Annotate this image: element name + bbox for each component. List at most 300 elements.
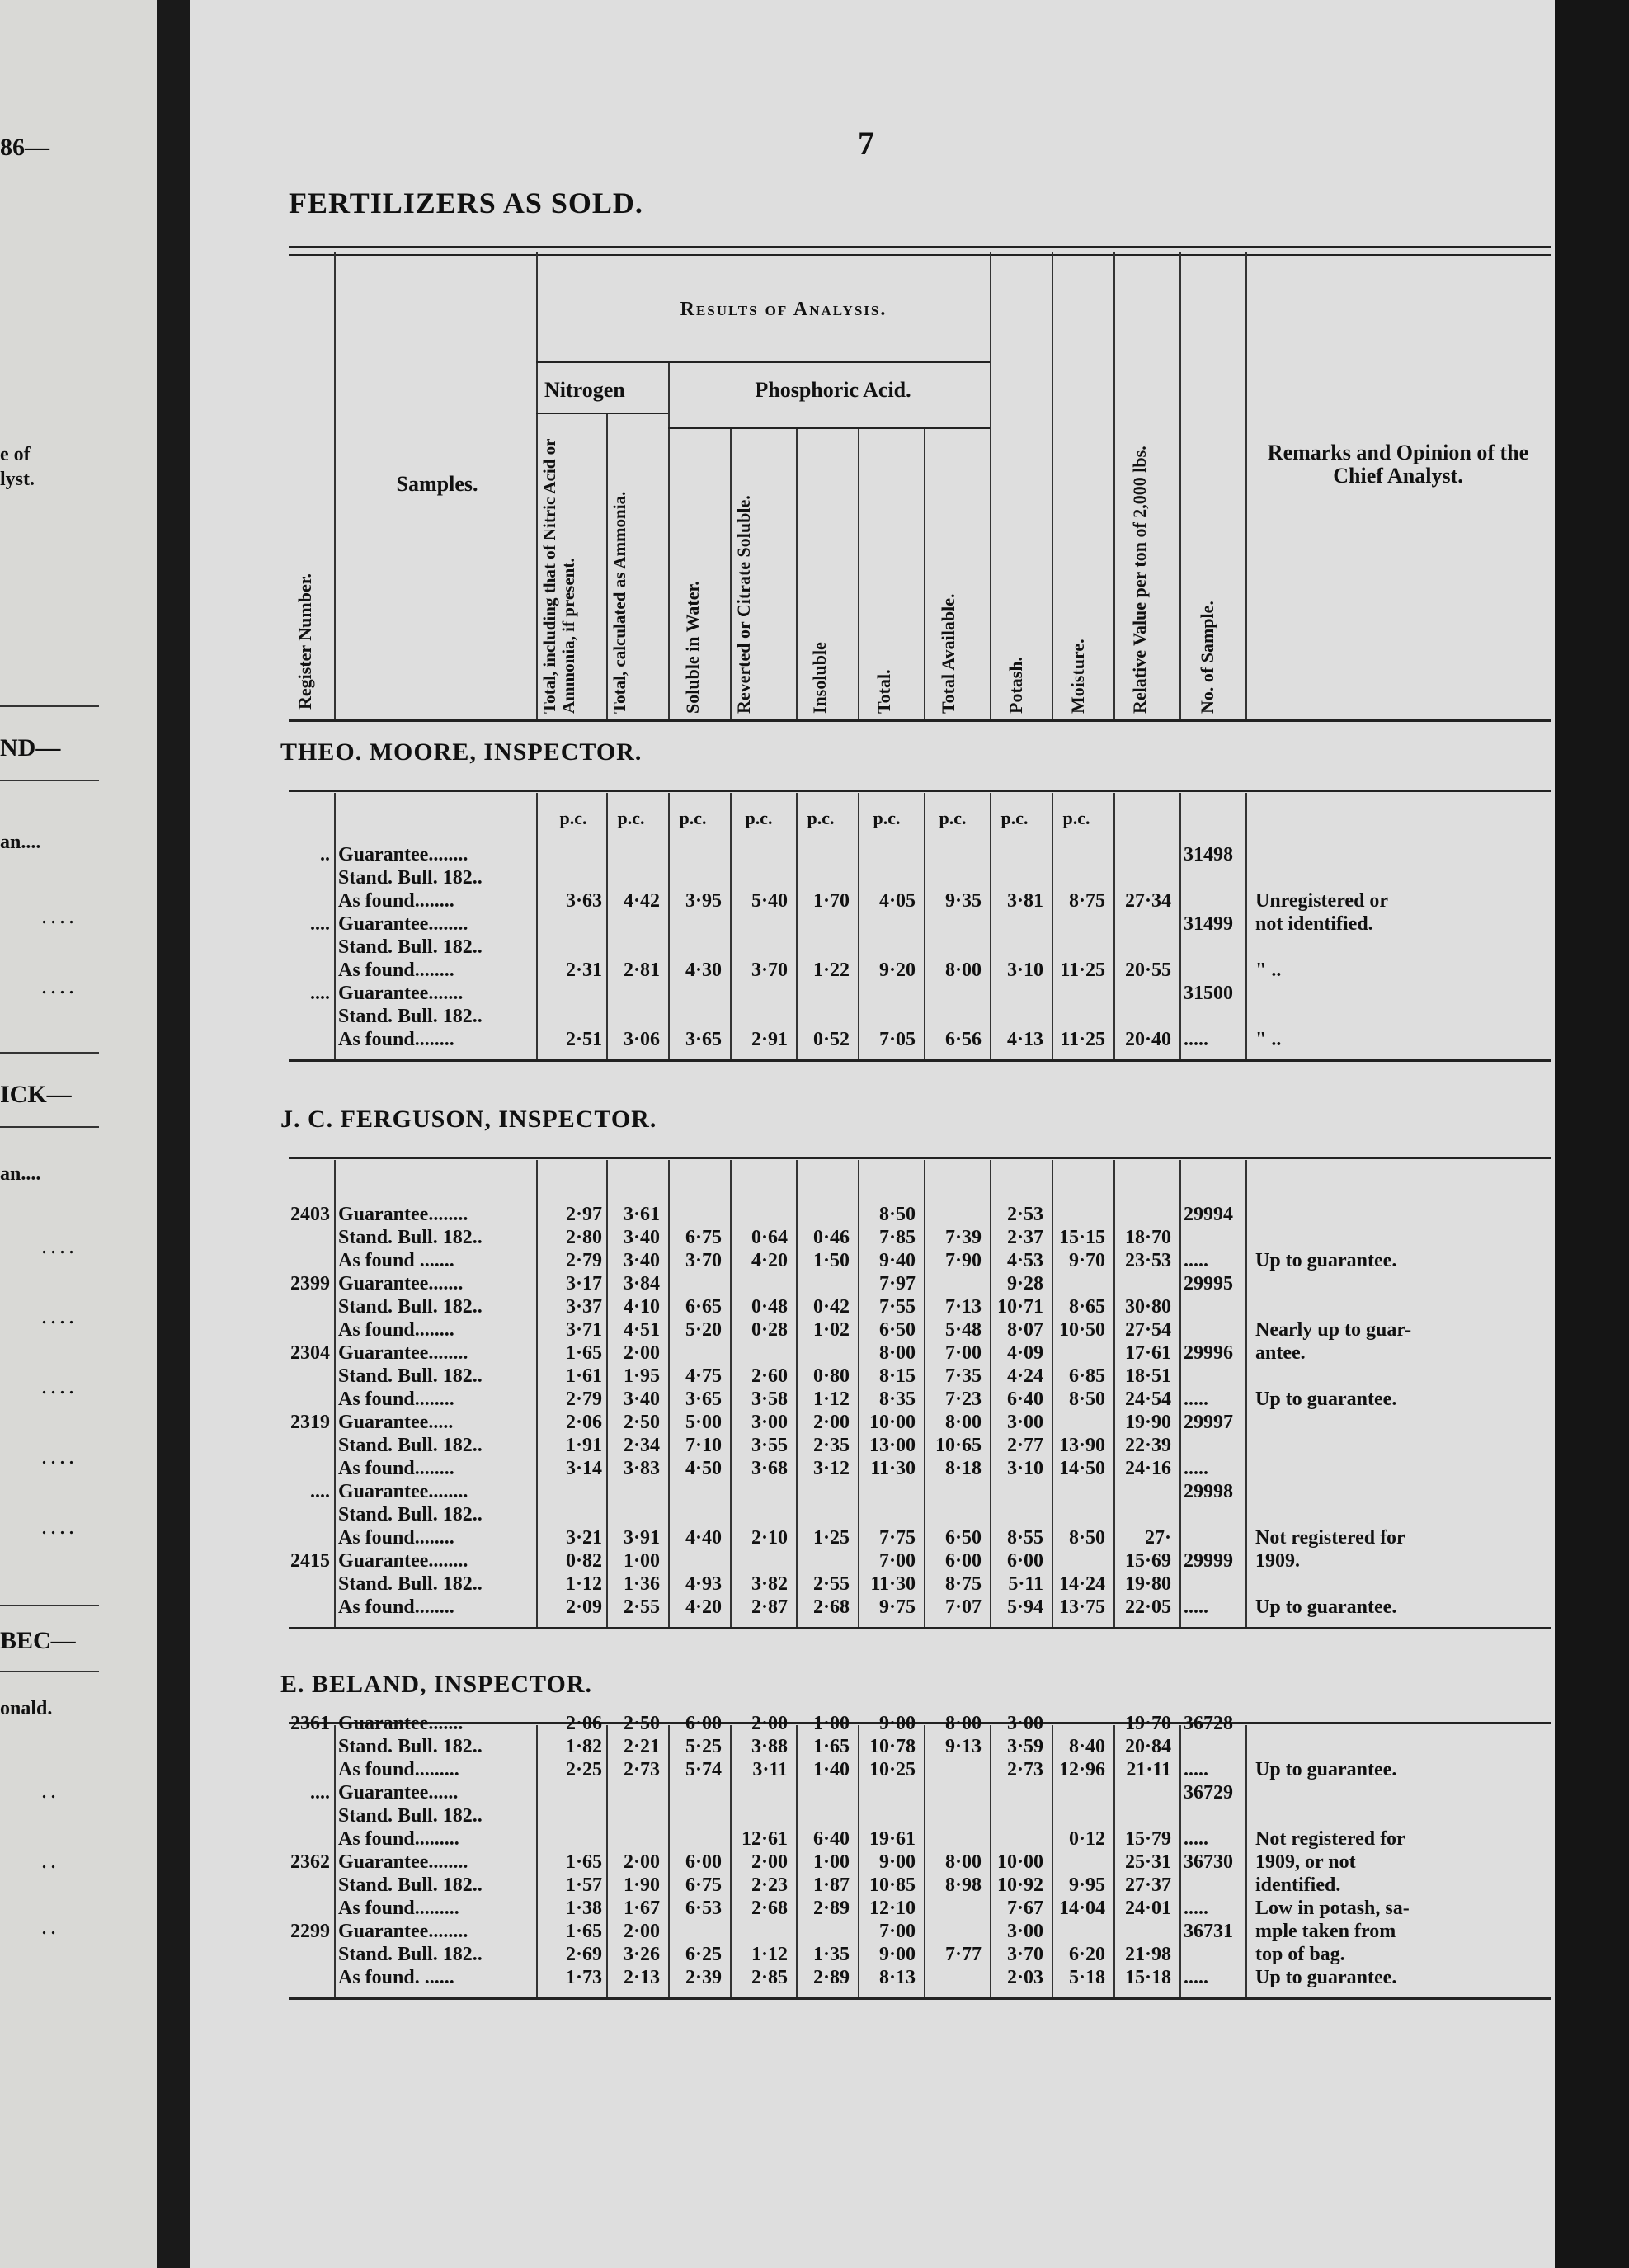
analysis-value: 8·18: [944, 1458, 982, 1479]
sample-label: As found........: [338, 1029, 454, 1050]
analysis-value: 11·30: [870, 1573, 916, 1595]
analysis-value: 19·61: [869, 1828, 916, 1850]
analysis-value: 1·50: [812, 1250, 850, 1271]
analysis-value: 9·35: [944, 890, 982, 912]
remark: mple taken from: [1255, 1921, 1396, 1942]
results-header: Results of Analysis.: [680, 299, 887, 320]
analysis-value: 11·25: [1060, 960, 1105, 981]
sample-label: Guarantee......: [338, 1782, 459, 1804]
unit-label: p.c.: [559, 808, 587, 828]
sample-label: Guarantee.......: [338, 1713, 464, 1734]
analysis-value: 3·59: [1006, 1736, 1043, 1757]
register-number: ....: [310, 913, 330, 935]
analysis-value: 2·89: [812, 1898, 850, 1919]
analysis-value: 9·00: [878, 1944, 916, 1965]
analysis-value: 6·53: [685, 1898, 722, 1919]
analysis-value: 0·64: [751, 1227, 788, 1248]
analysis-value: 4·05: [878, 890, 916, 912]
analysis-value: 6·50: [878, 1319, 916, 1341]
analysis-value: 5·25: [685, 1736, 722, 1757]
analysis-value: 7·35: [944, 1365, 982, 1387]
register-number: 2415: [290, 1550, 330, 1572]
analysis-value: 3·71: [565, 1319, 602, 1341]
analysis-value: 3·65: [685, 1029, 722, 1050]
inspector-heading: E. BELAND, INSPECTOR.: [280, 1671, 593, 1698]
analysis-value: 8·13: [878, 1967, 916, 1988]
analysis-value: 7·67: [1006, 1898, 1043, 1919]
analysis-value: 1·02: [812, 1319, 850, 1341]
analysis-value: 3·82: [751, 1573, 788, 1595]
analysis-value: 4·42: [623, 890, 660, 912]
sample-label: Guarantee.......: [338, 983, 464, 1004]
analysis-value: 2·85: [751, 1967, 788, 1988]
phosphoric-header: Phosphoric Acid.: [755, 378, 911, 402]
sample-label: Guarantee........: [338, 1851, 468, 1873]
analysis-value: 2·31: [565, 960, 602, 981]
remark: antee.: [1255, 1342, 1306, 1364]
analysis-value: 3·37: [565, 1296, 602, 1318]
sample-number: 29999: [1184, 1550, 1233, 1572]
analysis-value: 30·80: [1124, 1296, 1171, 1318]
analysis-value: 7·39: [944, 1227, 982, 1248]
analysis-value: 3·17: [565, 1273, 602, 1294]
analysis-value: 3·63: [565, 890, 602, 912]
analysis-value: 1·12: [565, 1573, 602, 1595]
analysis-value: 19·70: [1124, 1713, 1171, 1734]
analysis-value: 1·65: [565, 1342, 602, 1364]
analysis-value: 4·93: [685, 1573, 722, 1595]
register-number: 2403: [290, 1204, 330, 1225]
analysis-value: 1·67: [623, 1898, 660, 1919]
analysis-value: 2·79: [565, 1250, 602, 1271]
analysis-value: 9·00: [878, 1851, 916, 1873]
sample-number: 31498: [1184, 844, 1233, 865]
analysis-value: 3·26: [623, 1944, 660, 1965]
analysis-value: 2·97: [565, 1204, 602, 1225]
sample-label: As found........: [338, 1527, 454, 1549]
analysis-value: 5·11: [1008, 1573, 1043, 1595]
analysis-value: 2·06: [565, 1412, 602, 1433]
analysis-value: 2·21: [623, 1736, 660, 1757]
analysis-value: 8·40: [1068, 1736, 1105, 1757]
analysis-value: 2·81: [623, 960, 660, 981]
sample-label: As found........: [338, 1458, 454, 1479]
sample-label: As found.........: [338, 1828, 459, 1850]
analysis-value: 1·70: [812, 890, 850, 912]
analysis-value: 1·38: [565, 1898, 602, 1919]
sample-label: As found.........: [338, 1759, 459, 1780]
analysis-value: 7·55: [878, 1296, 916, 1318]
sample-label: Stand. Bull. 182..: [338, 1805, 483, 1827]
sample-label: Guarantee........: [338, 913, 468, 935]
analysis-value: 6·00: [944, 1550, 982, 1572]
analysis-value: 8·00: [944, 1713, 982, 1734]
analysis-value: 14·24: [1058, 1573, 1105, 1595]
sample-label: Stand. Bull. 182..: [338, 1573, 483, 1595]
sample-label: Stand. Bull. 182..: [338, 867, 483, 889]
analysis-value: 3·88: [751, 1736, 788, 1757]
analysis-value: 10·50: [1058, 1319, 1105, 1341]
analysis-value: 3·65: [685, 1389, 722, 1410]
analysis-value: 27·54: [1124, 1319, 1171, 1341]
sample-label: Stand. Bull. 182..: [338, 1296, 483, 1318]
analysis-value: 4·24: [1006, 1365, 1043, 1387]
analysis-value: 12·61: [741, 1828, 788, 1850]
sample-label: Stand. Bull. 182..: [338, 1365, 483, 1387]
sample-number: 29996: [1184, 1342, 1233, 1364]
analysis-value: 9·28: [1006, 1273, 1043, 1294]
sample-label: As found........: [338, 1596, 454, 1618]
sample-label: Stand. Bull. 182..: [338, 1736, 483, 1757]
register-number: 2361: [290, 1713, 330, 1734]
analysis-value: 15·18: [1124, 1967, 1171, 1988]
analysis-value: 6·40: [812, 1828, 850, 1850]
sample-number: 29995: [1184, 1273, 1233, 1294]
sample-label: As found. ......: [338, 1967, 454, 1988]
analysis-value: 21·98: [1124, 1944, 1171, 1965]
analysis-value: 2·00: [812, 1412, 850, 1433]
analysis-value: 10·78: [869, 1736, 916, 1757]
analysis-value: 3·12: [812, 1458, 850, 1479]
remark: identified.: [1255, 1874, 1341, 1896]
sample-label: Stand. Bull. 182..: [338, 1006, 483, 1027]
page-title: FERTILIZERS AS SOLD.: [289, 186, 643, 219]
analysis-value: 3·00: [751, 1412, 788, 1433]
analysis-value: 4·75: [685, 1365, 722, 1387]
analysis-value: 19·80: [1124, 1573, 1171, 1595]
sample-number: .....: [1184, 1389, 1208, 1410]
analysis-value: 12·96: [1058, 1759, 1105, 1780]
remark: Nearly up to guar-: [1255, 1319, 1412, 1341]
sample-label: As found.........: [338, 1898, 459, 1919]
sample-label: As found .......: [338, 1250, 454, 1271]
analysis-value: 2·69: [565, 1944, 602, 1965]
analysis-value: 6·56: [944, 1029, 982, 1050]
sample-number: 29994: [1184, 1204, 1233, 1225]
analysis-value: 5·74: [685, 1759, 722, 1780]
analysis-value: 8·15: [878, 1365, 916, 1387]
analysis-value: 7·75: [878, 1527, 916, 1549]
analysis-value: 2·55: [812, 1573, 850, 1595]
analysis-value: 20·84: [1124, 1736, 1171, 1757]
remark: 1909, or not: [1255, 1851, 1356, 1873]
analysis-value: 27·34: [1124, 890, 1171, 912]
analysis-value: 2·68: [751, 1898, 788, 1919]
remark: Up to guarantee.: [1255, 1389, 1397, 1410]
unit-label: p.c.: [679, 808, 707, 828]
sample-label: As found........: [338, 1389, 454, 1410]
analysis-value: 3·68: [751, 1458, 788, 1479]
remark: Unregistered or: [1255, 890, 1389, 912]
analysis-value: 2·06: [565, 1713, 602, 1734]
analysis-value: 2·00: [623, 1851, 660, 1873]
analysis-value: 3·14: [565, 1458, 602, 1479]
analysis-value: 2·53: [1006, 1204, 1043, 1225]
sample-number: .....: [1184, 1029, 1208, 1050]
inspector-heading: THEO. MOORE, INSPECTOR.: [280, 738, 643, 766]
remark: Not registered for: [1255, 1527, 1405, 1549]
analysis-value: 8·07: [1006, 1319, 1043, 1341]
analysis-value: 2·73: [1006, 1759, 1043, 1780]
sample-label: Stand. Bull. 182..: [338, 1227, 483, 1248]
total-nitrogen-header: Total, including that of Nitric Acid or Ammonia, if present.: [539, 438, 578, 714]
analysis-value: 4·20: [751, 1250, 788, 1271]
remark: " ..: [1255, 960, 1282, 981]
analysis-value: 14·50: [1058, 1458, 1105, 1479]
unit-label: p.c.: [617, 808, 645, 828]
analysis-value: 15·79: [1124, 1828, 1171, 1850]
analysis-value: 3·40: [623, 1389, 660, 1410]
analysis-value: 2·79: [565, 1389, 602, 1410]
analysis-value: 11·25: [1060, 1029, 1105, 1050]
analysis-value: 14·04: [1058, 1898, 1105, 1919]
analysis-value: 0·28: [751, 1319, 788, 1341]
analysis-value: 3·10: [1006, 1458, 1043, 1479]
analysis-value: 20·55: [1124, 960, 1171, 981]
analysis-value: 5·18: [1068, 1967, 1105, 1988]
analysis-value: 2·35: [812, 1435, 850, 1456]
analysis-value: 7·00: [878, 1550, 916, 1572]
analysis-value: 10·85: [869, 1874, 916, 1896]
analysis-value: 6·00: [685, 1713, 722, 1734]
analysis-value: 1·12: [812, 1389, 850, 1410]
analysis-value: 10·00: [869, 1412, 916, 1433]
sample-label: Stand. Bull. 182..: [338, 1504, 483, 1525]
analysis-value: 15·15: [1058, 1227, 1105, 1248]
analysis-value: 1·36: [623, 1573, 660, 1595]
unit-label: p.c.: [1000, 808, 1029, 828]
sample-label: Stand. Bull. 182..: [338, 1874, 483, 1896]
analysis-value: 24·01: [1124, 1898, 1171, 1919]
analysis-value: 3·70: [1006, 1944, 1043, 1965]
analysis-value: 2·51: [565, 1029, 602, 1050]
document-page: [190, 0, 1555, 2268]
analysis-value: 8·75: [944, 1573, 982, 1595]
sample-label: Guarantee........: [338, 1342, 468, 1364]
analysis-value: 22·05: [1124, 1596, 1171, 1618]
analysis-value: 22·39: [1124, 1435, 1171, 1456]
sample-number: .....: [1184, 1828, 1208, 1850]
analysis-value: 10·00: [996, 1851, 1043, 1873]
register-number: ....: [310, 1782, 330, 1804]
analysis-value: 2·00: [623, 1342, 660, 1364]
analysis-value: 3·81: [1006, 890, 1043, 912]
analysis-value: 4·50: [685, 1458, 722, 1479]
analysis-value: 4·13: [1006, 1029, 1043, 1050]
analysis-value: 2·55: [623, 1596, 660, 1618]
analysis-value: 1·22: [812, 960, 850, 981]
analysis-value: 4·51: [623, 1319, 660, 1341]
sample-label: As found........: [338, 890, 454, 912]
sample-number: .....: [1184, 1458, 1208, 1479]
analysis-value: 20·40: [1124, 1029, 1171, 1050]
sample-number: .....: [1184, 1250, 1208, 1271]
analysis-value: 9·75: [878, 1596, 916, 1618]
analysis-value: 3·70: [685, 1250, 722, 1271]
moisture-header: Moisture.: [1067, 639, 1088, 714]
analysis-value: 2·87: [751, 1596, 788, 1618]
sample-number: .....: [1184, 1898, 1208, 1919]
analysis-value: 21·11: [1126, 1759, 1171, 1780]
analysis-value: 2·60: [751, 1365, 788, 1387]
analysis-value: 17·61: [1124, 1342, 1171, 1364]
analysis-value: 1·65: [565, 1851, 602, 1873]
analysis-value: 5·48: [944, 1319, 982, 1341]
analysis-value: 1·12: [751, 1944, 788, 1965]
analysis-value: 6·85: [1068, 1365, 1105, 1387]
analysis-value: 2·13: [623, 1967, 660, 1988]
analysis-value: 1·87: [812, 1874, 850, 1896]
analysis-value: 3·40: [623, 1250, 660, 1271]
sample-number: .....: [1184, 1759, 1208, 1780]
analysis-value: 1·95: [623, 1365, 660, 1387]
analysis-value: 3·00: [1006, 1412, 1043, 1433]
analysis-value: 0·12: [1068, 1828, 1105, 1850]
analysis-value: 5·20: [685, 1319, 722, 1341]
analysis-value: 9·95: [1068, 1874, 1105, 1896]
sample-label: Guarantee........: [338, 1481, 468, 1502]
analysis-value: 13·00: [869, 1435, 916, 1456]
sample-label: Guarantee.......: [338, 1273, 464, 1294]
analysis-value: 9·00: [878, 1713, 916, 1734]
remark: Up to guarantee.: [1255, 1596, 1397, 1618]
analysis-value: 2·50: [623, 1713, 660, 1734]
unit-label: p.c.: [1062, 808, 1090, 828]
left-fragment: BEC—: [0, 1627, 76, 1654]
analysis-value: 0·80: [812, 1365, 850, 1387]
analysis-value: 1·90: [623, 1874, 660, 1896]
inspector-heading: J. C. FERGUSON, INSPECTOR.: [280, 1106, 657, 1133]
analysis-value: 8·50: [1068, 1389, 1105, 1410]
analysis-value: 6·25: [685, 1944, 722, 1965]
sample-label: Guarantee.....: [338, 1412, 454, 1433]
register-number: ....: [310, 1481, 330, 1502]
analysis-value: 7·00: [944, 1342, 982, 1364]
analysis-value: 10·71: [996, 1296, 1043, 1318]
analysis-value: 7·23: [944, 1389, 982, 1410]
analysis-value: 0·42: [812, 1296, 850, 1318]
analysis-value: 2·89: [812, 1967, 850, 1988]
remark: not identified.: [1255, 913, 1373, 935]
remark: 1909.: [1255, 1550, 1300, 1572]
analysis-value: 11·30: [870, 1458, 916, 1479]
analysis-value: 10·92: [996, 1874, 1043, 1896]
page-number: 7: [858, 125, 874, 162]
analysis-value: 24·54: [1124, 1389, 1171, 1410]
remark: Not registered for: [1255, 1828, 1405, 1850]
analysis-value: 1·57: [565, 1874, 602, 1896]
analysis-value: 1·65: [565, 1921, 602, 1942]
analysis-value: 1·73: [565, 1967, 602, 1988]
analysis-value: 4·40: [685, 1527, 722, 1549]
analysis-value: 8·50: [1068, 1527, 1105, 1549]
analysis-value: 4·10: [623, 1296, 660, 1318]
left-page-edge: 86— e of lyst. ND— an.... .... .... ICK— an.... .... .... .... .... .... BEC— onald. .. .. ..: [0, 0, 157, 2268]
analysis-value: 1·35: [812, 1944, 850, 1965]
analysis-value: 2·25: [565, 1759, 602, 1780]
analysis-value: 5·40: [751, 890, 788, 912]
left-fragment: lyst.: [0, 469, 35, 490]
analysis-value: 13·90: [1058, 1435, 1105, 1456]
analysis-value: 3·84: [623, 1273, 660, 1294]
analysis-value: 7·07: [944, 1596, 982, 1618]
analysis-value: 7·90: [944, 1250, 982, 1271]
analysis-value: 19·90: [1124, 1412, 1171, 1433]
sample-label: Guarantee........: [338, 844, 468, 865]
analysis-value: 8·75: [1068, 890, 1105, 912]
register-number-header: Register Number.: [294, 573, 315, 710]
analysis-value: 1·00: [812, 1713, 850, 1734]
sample-label: Stand. Bull. 182..: [338, 936, 483, 958]
analysis-value: 6·50: [944, 1527, 982, 1549]
analysis-value: 7·05: [878, 1029, 916, 1050]
analysis-value: 13·75: [1058, 1596, 1105, 1618]
analysis-value: 8·35: [878, 1389, 916, 1410]
sample-label: Stand. Bull. 182..: [338, 1435, 483, 1456]
remarks-header: Remarks and Opinion of the Chief Analyst.: [1267, 441, 1529, 488]
analysis-value: 0·46: [812, 1227, 850, 1248]
analysis-value: 9·13: [944, 1736, 982, 1757]
book-gutter: [157, 0, 190, 2268]
register-number: 2399: [290, 1273, 330, 1294]
analysis-value: 2·34: [623, 1435, 660, 1456]
analysis-value: 8·00: [944, 960, 982, 981]
analysis-value: 6·20: [1068, 1944, 1105, 1965]
sample-header: No. of Sample.: [1197, 601, 1217, 714]
analysis-value: 1·40: [812, 1759, 850, 1780]
analysis-value: 9·20: [878, 960, 916, 981]
ammonia-header: Total, calculated as Ammonia.: [610, 491, 629, 714]
analysis-value: 27·: [1144, 1527, 1171, 1549]
left-fragment: e of: [0, 444, 31, 465]
total-header: Total.: [873, 669, 894, 714]
unit-label: p.c.: [807, 808, 835, 828]
analysis-value: 9·40: [878, 1250, 916, 1271]
analysis-value: 2·91: [751, 1029, 788, 1050]
analysis-value: 3·11: [752, 1759, 788, 1780]
reverted-header: Reverted or Citrate Soluble.: [733, 495, 754, 714]
analysis-value: 8·55: [1006, 1527, 1043, 1549]
analysis-value: 18·51: [1124, 1365, 1171, 1387]
samples-header: Samples.: [396, 472, 478, 496]
analysis-value: 3·21: [565, 1527, 602, 1549]
analysis-value: 3·40: [623, 1227, 660, 1248]
analysis-value: 8·98: [944, 1874, 982, 1896]
analysis-value: 3·70: [751, 960, 788, 981]
analysis-value: 2·23: [751, 1874, 788, 1896]
sample-label: Stand. Bull. 182..: [338, 1944, 483, 1965]
analysis-value: 10·65: [935, 1435, 982, 1456]
analysis-value: 15·69: [1124, 1550, 1171, 1572]
remark: Low in potash, sa-: [1255, 1898, 1410, 1919]
analysis-value: 2·00: [623, 1921, 660, 1942]
analysis-value: 4·20: [685, 1596, 722, 1618]
left-fragment: 86—: [0, 134, 49, 161]
analysis-value: 6·40: [1006, 1389, 1043, 1410]
remark: Up to guarantee.: [1255, 1250, 1397, 1271]
analysis-value: 1·25: [812, 1527, 850, 1549]
analysis-value: 2·03: [1006, 1967, 1043, 1988]
unit-label: p.c.: [873, 808, 901, 828]
remark: " ..: [1255, 1029, 1282, 1050]
remark: Up to guarantee.: [1255, 1967, 1397, 1988]
register-number: ..: [320, 844, 330, 865]
analysis-value: 8·65: [1068, 1296, 1105, 1318]
analysis-value: 7·97: [878, 1273, 916, 1294]
sample-number: .....: [1184, 1596, 1208, 1618]
analysis-value: 7·85: [878, 1227, 916, 1248]
left-fragment: an....: [0, 1163, 41, 1185]
